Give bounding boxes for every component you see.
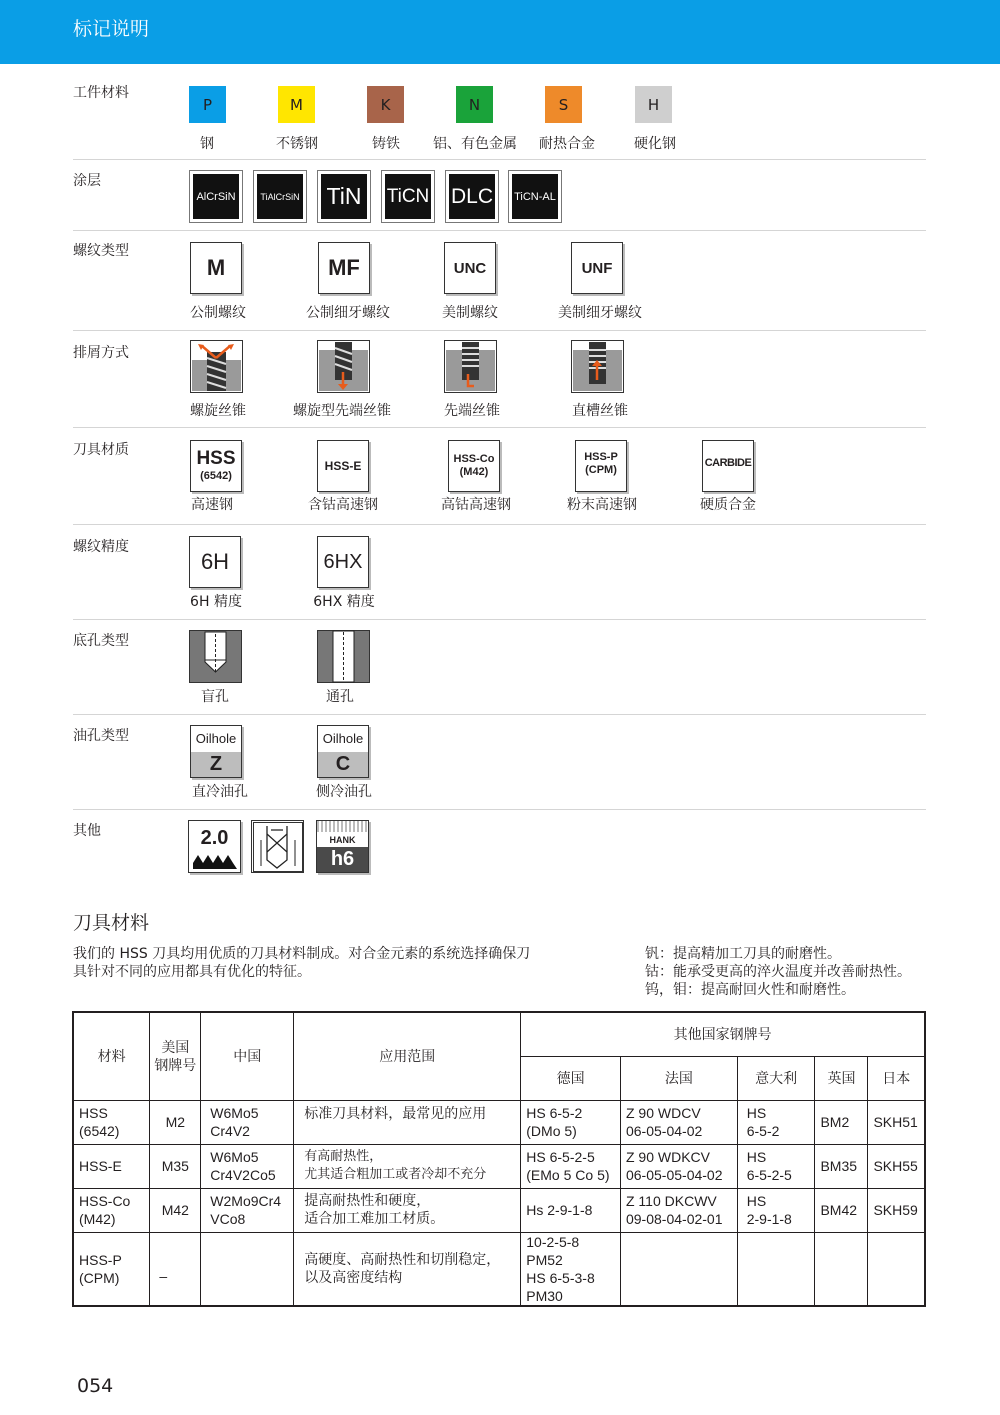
oilhole-c-code: C xyxy=(318,752,368,777)
cell-line: HSS-P xyxy=(79,1251,122,1268)
cell-line: 6-5-2 xyxy=(746,1123,780,1139)
cell-line: 6-5-2-5 xyxy=(746,1167,792,1183)
cell-line: 以及高密度结构 xyxy=(304,1269,403,1286)
cell-material: HSS-E xyxy=(73,1144,150,1188)
cell-line: 10-2-5-8 xyxy=(526,1233,580,1250)
oilhole-z-code: Z xyxy=(191,752,241,777)
material-m-label: 不锈钢 xyxy=(276,136,318,152)
point-tap-icon xyxy=(444,340,497,393)
blind-hole-label: 盲孔 xyxy=(201,689,229,705)
point-tap-label: 先端丝锥 xyxy=(444,403,500,419)
divider xyxy=(73,330,926,331)
intro-line: 我们的 HSS 刀具均用优质的刀具材料制成。对合金元素的系统选择确保刀 xyxy=(73,946,531,962)
cell-line: 适合加工难加工材质。 xyxy=(304,1211,445,1227)
label-other: 其他 xyxy=(73,823,101,839)
col-us-line2: 钢牌号 xyxy=(154,1057,197,1074)
hss-co-code: HSS-Co xyxy=(453,453,495,465)
col-application: 应用范围 xyxy=(294,1012,521,1100)
precision-6h-label: 6H 精度 xyxy=(190,594,242,610)
material-n-label: 铝、有色金属 xyxy=(433,136,517,152)
cell-line: W2Mo9Cr4 xyxy=(210,1193,282,1209)
divider xyxy=(73,427,926,428)
materials-intro xyxy=(73,945,593,981)
coating-text: TiCN-AL xyxy=(512,174,558,219)
cell-line: W6Mo5 xyxy=(210,1149,259,1165)
col-germany: 德国 xyxy=(521,1056,621,1100)
cell-japan: SKH55 xyxy=(868,1144,925,1188)
cell-line: W6Mo5 xyxy=(210,1105,259,1121)
cell-japan: SKH51 xyxy=(868,1100,925,1144)
divider xyxy=(73,159,926,160)
note-line: 钨，钼：提高耐回火性和耐磨性。 xyxy=(645,982,855,998)
page-title: 标记说明 xyxy=(73,18,150,40)
cell-line: HS xyxy=(746,1105,767,1121)
hss-e-label: 含钴高速钢 xyxy=(308,497,378,513)
hss-sub: (6542) xyxy=(200,470,232,482)
thread-m-icon: M xyxy=(190,242,242,294)
cell-line: PM30 xyxy=(526,1287,563,1304)
spiral-flute-tap-label: 螺旋丝锥 xyxy=(190,403,246,419)
col-uk: 英国 xyxy=(815,1056,868,1100)
cell-line: HSS xyxy=(79,1105,108,1121)
material-s-badge: S xyxy=(545,86,582,123)
oilhole-z-top: Oilhole xyxy=(195,731,237,746)
straight-flute-tap-label: 直槽丝锥 xyxy=(572,403,628,419)
oilhole-z-icon xyxy=(190,725,242,778)
cell-china xyxy=(201,1188,294,1232)
cell-france xyxy=(620,1144,737,1188)
material-k-badge: K xyxy=(367,86,404,123)
thread-mf-icon: MF xyxy=(318,242,370,294)
coating-tialcrsin-badge xyxy=(253,170,307,223)
cell-us: M2 xyxy=(150,1100,201,1144)
cell-france xyxy=(620,1100,737,1144)
precision-6hx-label: 6HX 精度 xyxy=(313,594,375,610)
cell-line: 标准刀具材料，最常见的应用 xyxy=(304,1105,487,1122)
thread-mf-label: 公制细牙螺纹 xyxy=(306,305,390,321)
col-china: 中国 xyxy=(201,1012,294,1100)
col-japan: 日本 xyxy=(868,1056,925,1100)
oilhole-c-top: Oilhole xyxy=(322,731,364,746)
cell-china xyxy=(201,1144,294,1188)
carbide-icon: CARBIDE xyxy=(702,440,754,492)
divider xyxy=(73,524,926,525)
cell-italy xyxy=(737,1188,815,1232)
cell-line: (CPM) xyxy=(79,1269,120,1286)
cell-uk: BM42 xyxy=(815,1188,868,1232)
hss-label: 高速钢 xyxy=(191,497,233,513)
spiral-flute-tap-icon xyxy=(190,340,243,393)
label-workpiece: 工件材料 xyxy=(73,85,129,101)
material-n-badge: N xyxy=(456,86,493,123)
hss-p-icon xyxy=(575,440,627,492)
cell-line: HS xyxy=(746,1149,767,1165)
cell-application xyxy=(294,1188,521,1232)
thread-unc-label: 美制螺纹 xyxy=(442,305,498,321)
shank-h6-icon xyxy=(316,820,369,873)
hss-code: HSS xyxy=(196,448,236,469)
cell-china xyxy=(201,1232,294,1306)
spiral-point-tap-icon xyxy=(317,340,370,393)
cell-line: HS 6-5-2 xyxy=(526,1105,583,1121)
cell-application xyxy=(294,1100,521,1144)
label-precision: 螺纹精度 xyxy=(73,539,129,555)
material-k-label: 铸铁 xyxy=(372,136,400,152)
cell-line: HSS-Co xyxy=(79,1193,131,1209)
pitch-value: 2.0 xyxy=(200,827,229,849)
blind-hole-icon xyxy=(189,630,242,683)
material-h-badge: H xyxy=(635,86,672,123)
divider xyxy=(73,809,926,810)
cell-us: M42 xyxy=(150,1188,201,1232)
carbide-label: 硬质合金 xyxy=(700,497,756,513)
intro-line: 具针对不同的应用都具有优化的特征。 xyxy=(73,964,311,980)
cell-italy xyxy=(737,1232,815,1306)
hss-e-icon: HSS-E xyxy=(317,440,369,492)
cell-uk: BM2 xyxy=(815,1100,868,1144)
cell-line: HS xyxy=(746,1193,767,1209)
note-line: 钴：能承受更高的淬火温度并改善耐热性。 xyxy=(645,964,911,980)
cell-line: (M42) xyxy=(79,1211,116,1227)
coating-ticn-al-badge xyxy=(508,170,562,223)
coating-text: DLC xyxy=(449,174,495,219)
hss-icon xyxy=(190,440,242,492)
col-other-countries: 其他国家钢牌号 xyxy=(521,1012,925,1056)
hss-p-sub: (CPM) xyxy=(585,464,617,476)
material-s-label: 耐热合金 xyxy=(539,136,595,152)
cell-line: HS 6-5-3-8 xyxy=(526,1269,595,1286)
cell-china xyxy=(201,1100,294,1144)
precision-6hx-icon: 6HX xyxy=(317,536,369,588)
coating-text: TiCN xyxy=(385,174,431,219)
oilhole-z-label: 直冷油孔 xyxy=(192,784,248,800)
cell-material xyxy=(73,1188,150,1232)
cell-germany: Hs 2-9-1-8 xyxy=(521,1188,621,1232)
material-p-badge: P xyxy=(189,86,226,123)
cell-material xyxy=(73,1100,150,1144)
materials-notes xyxy=(645,945,935,999)
cell-line: PM52 xyxy=(526,1251,563,1268)
cell-line: Z 90 WDKCV xyxy=(625,1149,710,1165)
materials-heading: 刀具材料 xyxy=(73,912,150,934)
cell-uk: BM35 xyxy=(815,1144,868,1188)
hss-co-sub: (M42) xyxy=(459,466,489,478)
cell-germany xyxy=(521,1144,621,1188)
coating-text: TiN xyxy=(321,174,367,219)
coating-text: AlCrSiN xyxy=(193,174,239,219)
table-row xyxy=(73,1144,925,1188)
cell-france xyxy=(620,1232,737,1306)
col-material: 材料 xyxy=(73,1012,150,1100)
label-oilhole: 油孔类型 xyxy=(73,728,129,744)
through-hole-icon xyxy=(317,630,370,683)
cell-line: 06-05-05-04-02 xyxy=(625,1167,723,1183)
cell-germany xyxy=(521,1232,621,1306)
coating-tin-badge xyxy=(317,170,371,223)
label-thread: 螺纹类型 xyxy=(73,243,129,259)
cell-japan: SKH59 xyxy=(868,1188,925,1232)
cell-line: Cr4V2 xyxy=(210,1123,250,1139)
shank-label: HANK xyxy=(329,835,356,845)
materials-table xyxy=(72,1011,926,1307)
cell-line: (6542) xyxy=(79,1123,120,1139)
cell-uk xyxy=(815,1232,868,1306)
label-chip: 排屑方式 xyxy=(73,345,129,361)
cell-line: 06-05-04-02 xyxy=(625,1123,703,1139)
cell-germany xyxy=(521,1100,621,1144)
cell-line: Z 110 DKCWV xyxy=(625,1193,717,1209)
hss-p-label: 粉末高速钢 xyxy=(567,497,637,513)
cell-line: (DMo 5) xyxy=(526,1123,577,1139)
hss-co-icon xyxy=(448,440,500,492)
material-h-label: 硬化钢 xyxy=(634,136,676,152)
label-hole: 底孔类型 xyxy=(73,633,129,649)
thread-unf-label: 美制细牙螺纹 xyxy=(558,305,642,321)
straight-flute-tap-icon xyxy=(571,340,624,393)
table-row xyxy=(73,1232,925,1306)
spiral-point-tap-label: 螺旋型先端丝锥 xyxy=(293,403,391,419)
tap-geometry-icon xyxy=(251,820,305,874)
header-bar xyxy=(0,0,1000,64)
cell-line: Cr4V2Co5 xyxy=(210,1167,276,1183)
hss-co-label: 高钴高速钢 xyxy=(441,497,511,513)
col-italy: 意大利 xyxy=(737,1056,815,1100)
coating-ticn-badge xyxy=(381,170,435,223)
note-line: 钒：提高精加工刀具的耐磨性。 xyxy=(645,946,841,962)
thread-unc-icon: UNC xyxy=(444,242,496,294)
cell-france xyxy=(620,1188,737,1232)
page-number: 054 xyxy=(77,1375,114,1397)
table-row xyxy=(73,1100,925,1144)
cell-line: 高硬度、高耐热性和切削稳定， xyxy=(304,1251,501,1268)
cell-line: 尤其适合粗加工或者冷却不充分 xyxy=(304,1167,487,1182)
material-p-label: 钢 xyxy=(200,136,214,152)
divider xyxy=(73,714,926,715)
cell-line: HS 6-5-2-5 xyxy=(526,1149,595,1165)
divider xyxy=(73,230,926,231)
col-us xyxy=(150,1012,201,1100)
oilhole-c-label: 侧冷油孔 xyxy=(316,784,372,800)
cell-application xyxy=(294,1232,521,1306)
cell-material xyxy=(73,1232,150,1306)
through-hole-label: 通孔 xyxy=(326,689,354,705)
col-us-line1: 美国 xyxy=(161,1039,190,1056)
label-coating: 涂层 xyxy=(73,173,101,189)
divider xyxy=(73,619,926,620)
cell-italy xyxy=(737,1144,815,1188)
coating-dlc-badge xyxy=(445,170,499,223)
col-france: 法国 xyxy=(620,1056,737,1100)
thread-unf-icon: UNF xyxy=(571,242,623,294)
cell-us: – xyxy=(150,1232,201,1306)
thread-m-label: 公制螺纹 xyxy=(190,305,246,321)
cell-line: 09-08-04-02-01 xyxy=(625,1211,723,1227)
cell-line: 提高耐热性和硬度， xyxy=(304,1193,431,1209)
cell-application xyxy=(294,1144,521,1188)
coating-alcrsin-badge xyxy=(189,170,243,223)
cell-line: 2-9-1-8 xyxy=(746,1211,792,1227)
cell-line: 有高耐热性， xyxy=(304,1149,383,1164)
precision-6h-icon: 6H xyxy=(189,536,241,588)
cell-line: VCo8 xyxy=(210,1211,246,1227)
cell-italy xyxy=(737,1100,815,1144)
hss-p-code: HSS-P xyxy=(584,451,618,463)
coating-text: TiAlCrSiN xyxy=(257,174,303,219)
cell-line: Z 90 WDCV xyxy=(625,1105,701,1121)
oilhole-c-icon xyxy=(317,725,369,778)
cell-line: (EMo 5 Co 5) xyxy=(526,1167,610,1183)
shank-code: h6 xyxy=(317,847,368,872)
label-tool-material: 刀具材质 xyxy=(73,442,129,458)
cell-us: M35 xyxy=(150,1144,201,1188)
thread-pitch-icon xyxy=(188,820,241,873)
material-m-badge: M xyxy=(278,86,315,123)
table-row xyxy=(73,1188,925,1232)
cell-japan xyxy=(868,1232,925,1306)
